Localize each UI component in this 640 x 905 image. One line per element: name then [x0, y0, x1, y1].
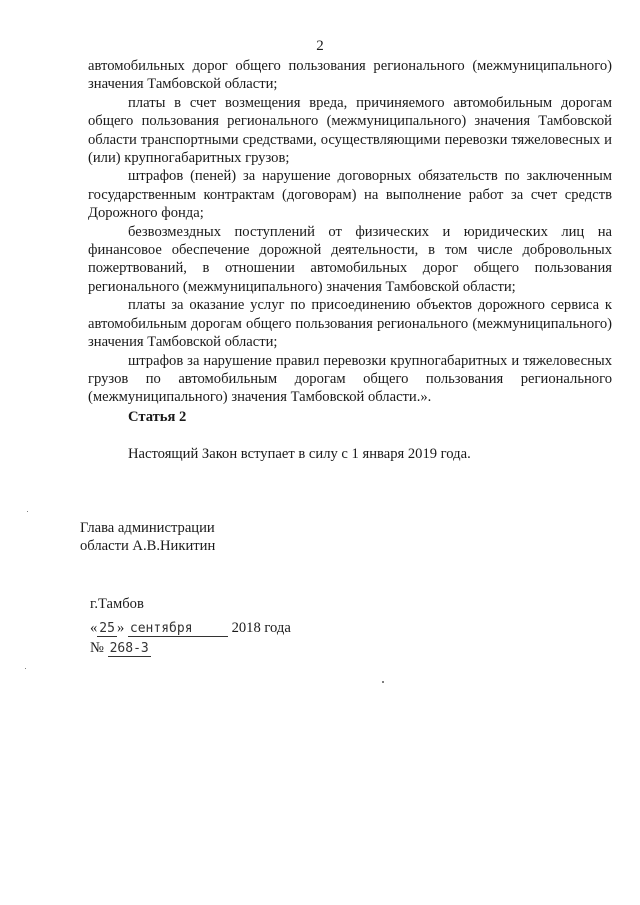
article-text: Настоящий Закон вступает в силу с 1 января 2019 года.: [128, 446, 471, 462]
number-field: [108, 641, 151, 657]
signature-title: Глава администрации: [80, 520, 215, 536]
paragraph-5: платы за оказание услуг по присоединению объектов дорожного сервиса к автомобильным дорогам общего пользования регионального (межмуниципального) значения Тамбовской области;: [88, 297, 612, 351]
signature-name: области А.В.Никитин: [80, 538, 216, 555]
date-close-quote: »: [116, 620, 125, 636]
body-text: [88, 57, 612, 407]
paragraph-3: штрафов (пеней) за нарушение договорных обязательств по заключенным государственным контрактам (договорам) на выполнение работ за счет средств Дорожного фонда;: [88, 168, 612, 222]
paragraph-6: штрафов за нарушение правил перевозки крупногабаритных и тяжеловесных грузов по автомобильным дорогам общего пользования регионального (межмуниципального) значения Тамбовской области.».: [88, 352, 612, 406]
place-of-signing: г.Тамбов: [90, 596, 144, 612]
date-line: [90, 620, 291, 637]
number-value: 268-З: [109, 641, 149, 656]
date-year: 2018 года: [231, 620, 291, 636]
paragraph-4: безвозмездных поступлений от физических и юридических лиц на финансовое обеспечение дорожной деятельности, в том числе добровольных пожертвований, в отношении автомобильных дорог общего пользования регионального (межмуниципального) значения Тамбовской области;: [88, 223, 612, 295]
date-month-field: [128, 621, 228, 637]
scan-speck: [382, 681, 384, 683]
paragraph-1: автомобильных дорог общего пользования регионального (межмуниципального) значения Тамбовской области;: [88, 58, 612, 93]
number-line: [90, 640, 151, 657]
number-sign: №: [90, 640, 104, 656]
date-open-quote: «: [90, 620, 98, 636]
signature-block: [80, 519, 215, 556]
page-number: 2: [316, 38, 324, 54]
scan-speck: [25, 668, 26, 669]
article-heading: Статья 2: [128, 409, 187, 425]
scan-speck: [27, 511, 28, 512]
date-month: сентября: [129, 621, 193, 636]
date-day-field: [97, 621, 117, 637]
paragraph-2: платы в счет возмещения вреда, причиняемого автомобильным дорогам общего пользования регионального (межмуниципального) значения Тамбовской области транспортными средствами, осуществляющими перевозки тяжеловесных и (или) крупногабаритных грузов;: [88, 94, 612, 167]
date-day: 25: [99, 621, 115, 636]
